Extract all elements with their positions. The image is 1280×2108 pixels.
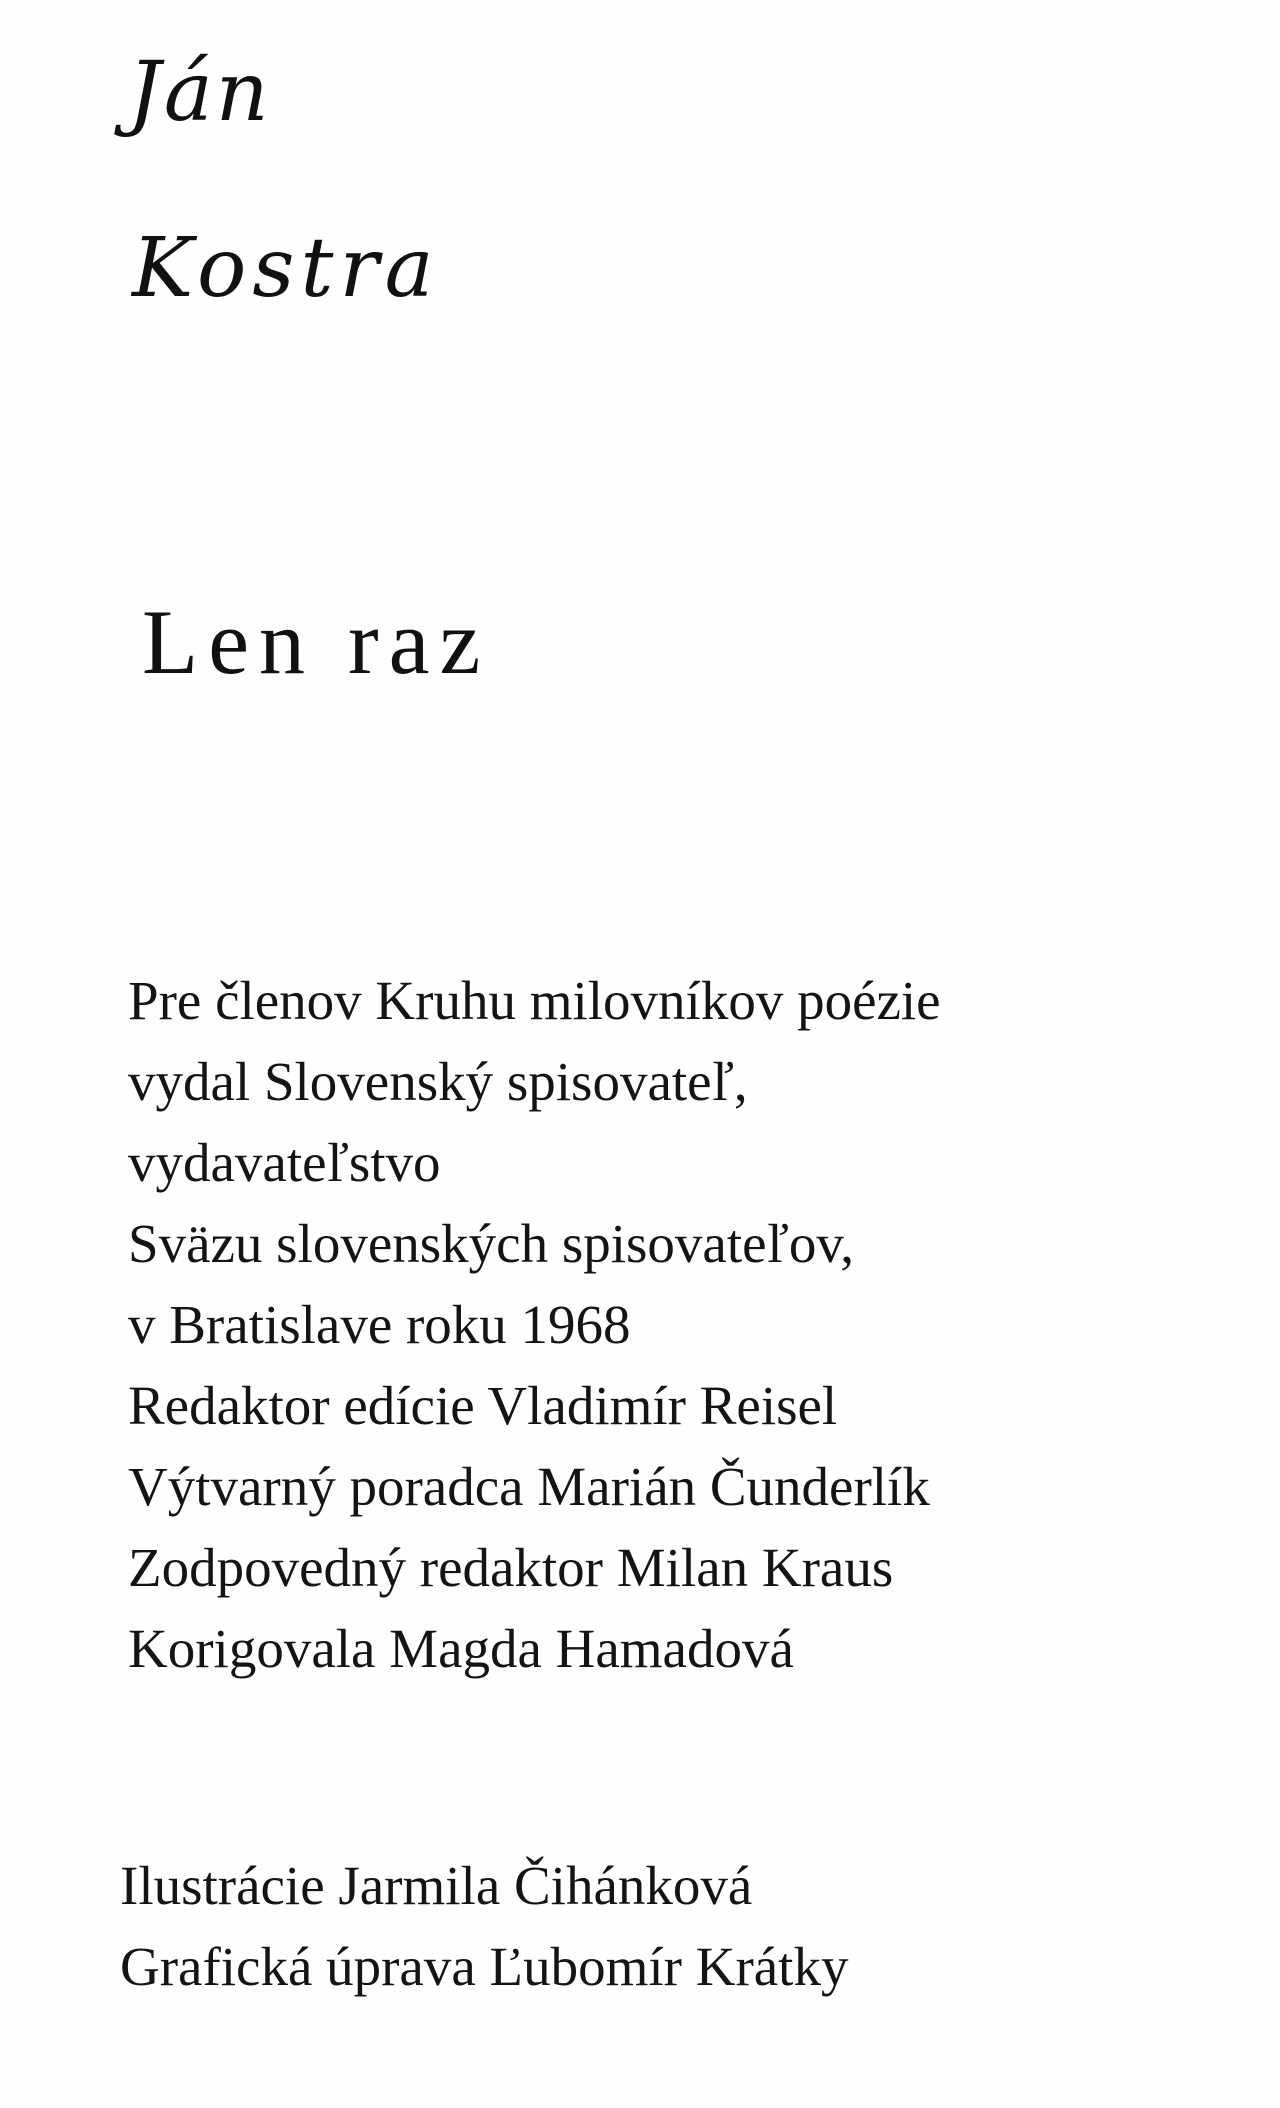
colophon-line: Výtvarný poradca Marián Čunderlík (128, 1456, 930, 1517)
colophon-line: v Bratislave roku 1968 (128, 1294, 631, 1355)
book-title: Len raz (142, 591, 491, 693)
colophon-line: vydavateľstvo (128, 1132, 441, 1193)
colophon-line: vydal Slovenský spisovateľ, (128, 1051, 748, 1112)
colophon-line: Zodpovedný redaktor Milan Kraus (128, 1537, 894, 1598)
colophon-line: Pre členov Kruhu milovníkov poézie (128, 970, 941, 1031)
colophon-line: Korigovala Magda Hamadová (128, 1618, 794, 1679)
credits (120, 1845, 1220, 2007)
author-first-name: Ján (128, 45, 272, 140)
credits-line: Ilustrácie Jarmila Čihánková (120, 1855, 753, 1916)
credits-line: Grafická úprava Ľubomír Krátky (120, 1936, 849, 1997)
colophon (128, 960, 1228, 1689)
colophon-line: Redaktor edície Vladimír Reisel (128, 1375, 838, 1436)
author-last-name: Kostra (132, 221, 440, 316)
colophon-line: Sväzu slovenských spisovateľov, (128, 1213, 855, 1274)
